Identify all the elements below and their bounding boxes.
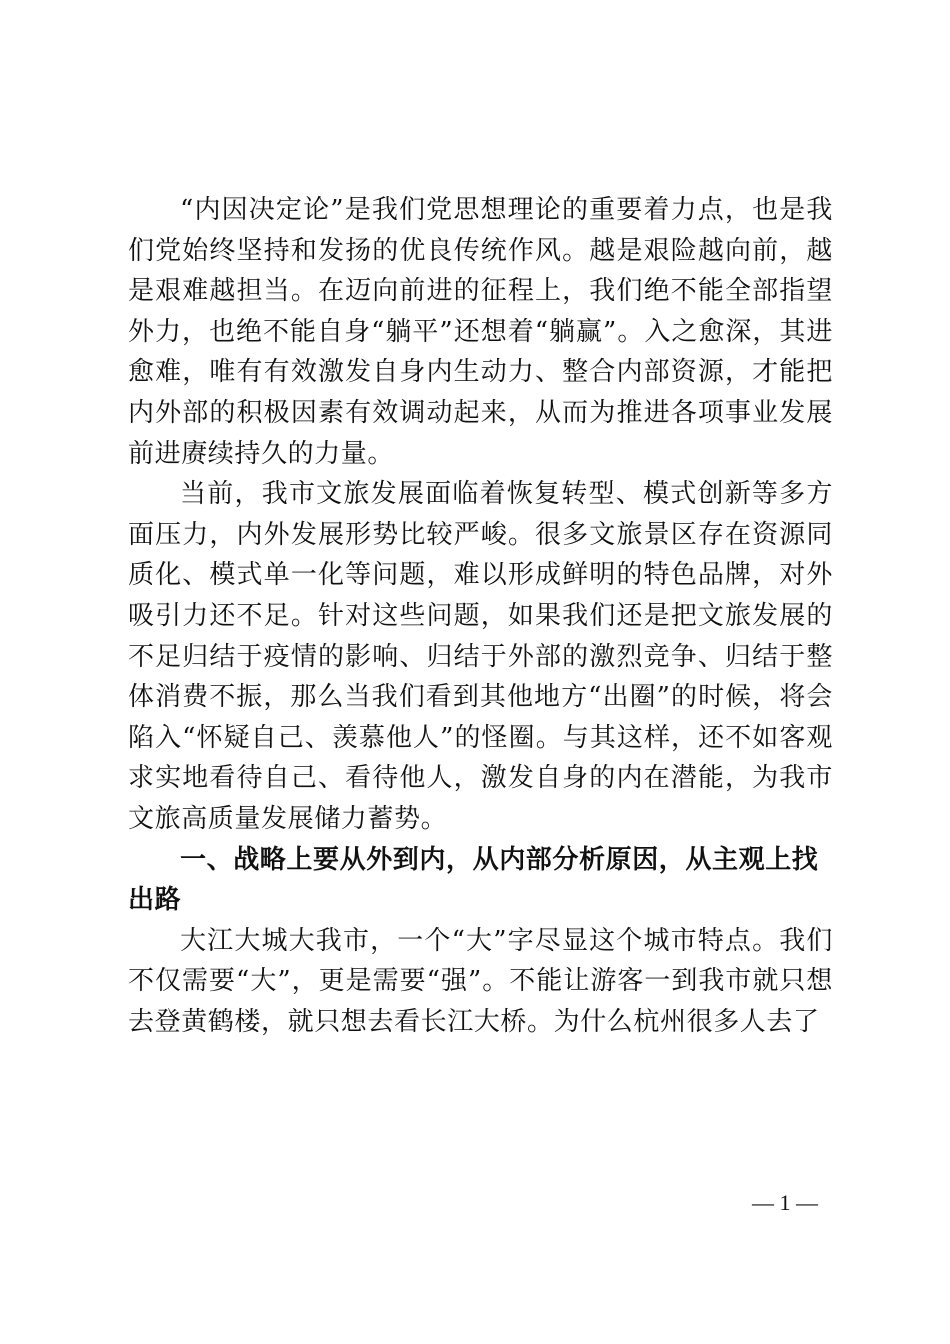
paragraph-intro: “内因决定论”是我们党思想理论的重要着力点，也是我们党始终坚持和发扬的优良传统作风。越是艰险越向前，越是艰难越担当。在迈向前进的征程上，我们绝不能全部指望外力，也绝不能自身“躺平”还想着“躺赢”。入之愈深，其进愈难，唯有有效激发自身内生动力、整合内部资源，才能把内外部的积极因素有效调动起来，从而为推进各项事业发展前进赓续持久的力量。 [128,195,833,469]
section-heading: 一、战略上要从外到内，从内部分析原因，从主观上找出路 [128,844,819,916]
page-number: — 1 — [752,1190,818,1215]
document-body [128,190,833,1042]
paragraph-section-one: 大江大城大我市，一个“大”字尽显这个城市特点。我们不仅需要“大”，更是需要“强”。不能让游客一到我市就只想去登黄鹤楼，就只想去看长江大桥。为什么杭州很多人去了 [128,925,833,1037]
paragraph-current-situation: 当前，我市文旅发展面临着恢复转型、模式创新等多方面压力，内外发展形势比较严峻。很多文旅景区存在资源同质化、模式单一化等问题，难以形成鲜明的特色品牌，对外吸引力还不足。针对这些问题，如果我们还是把文旅发展的不足归结于疫情的影响、归结于外部的激烈竞争、归结于整体消费不振，那么当我们看到其他地方“出圈”的时候，将会陷入“怀疑自己、羡慕他人”的怪圈。与其这样，还不如客观求实地看待自己、看待他人，激发自身的内在潜能，为我市文旅高质量发展储力蓄势。 [128,479,833,834]
